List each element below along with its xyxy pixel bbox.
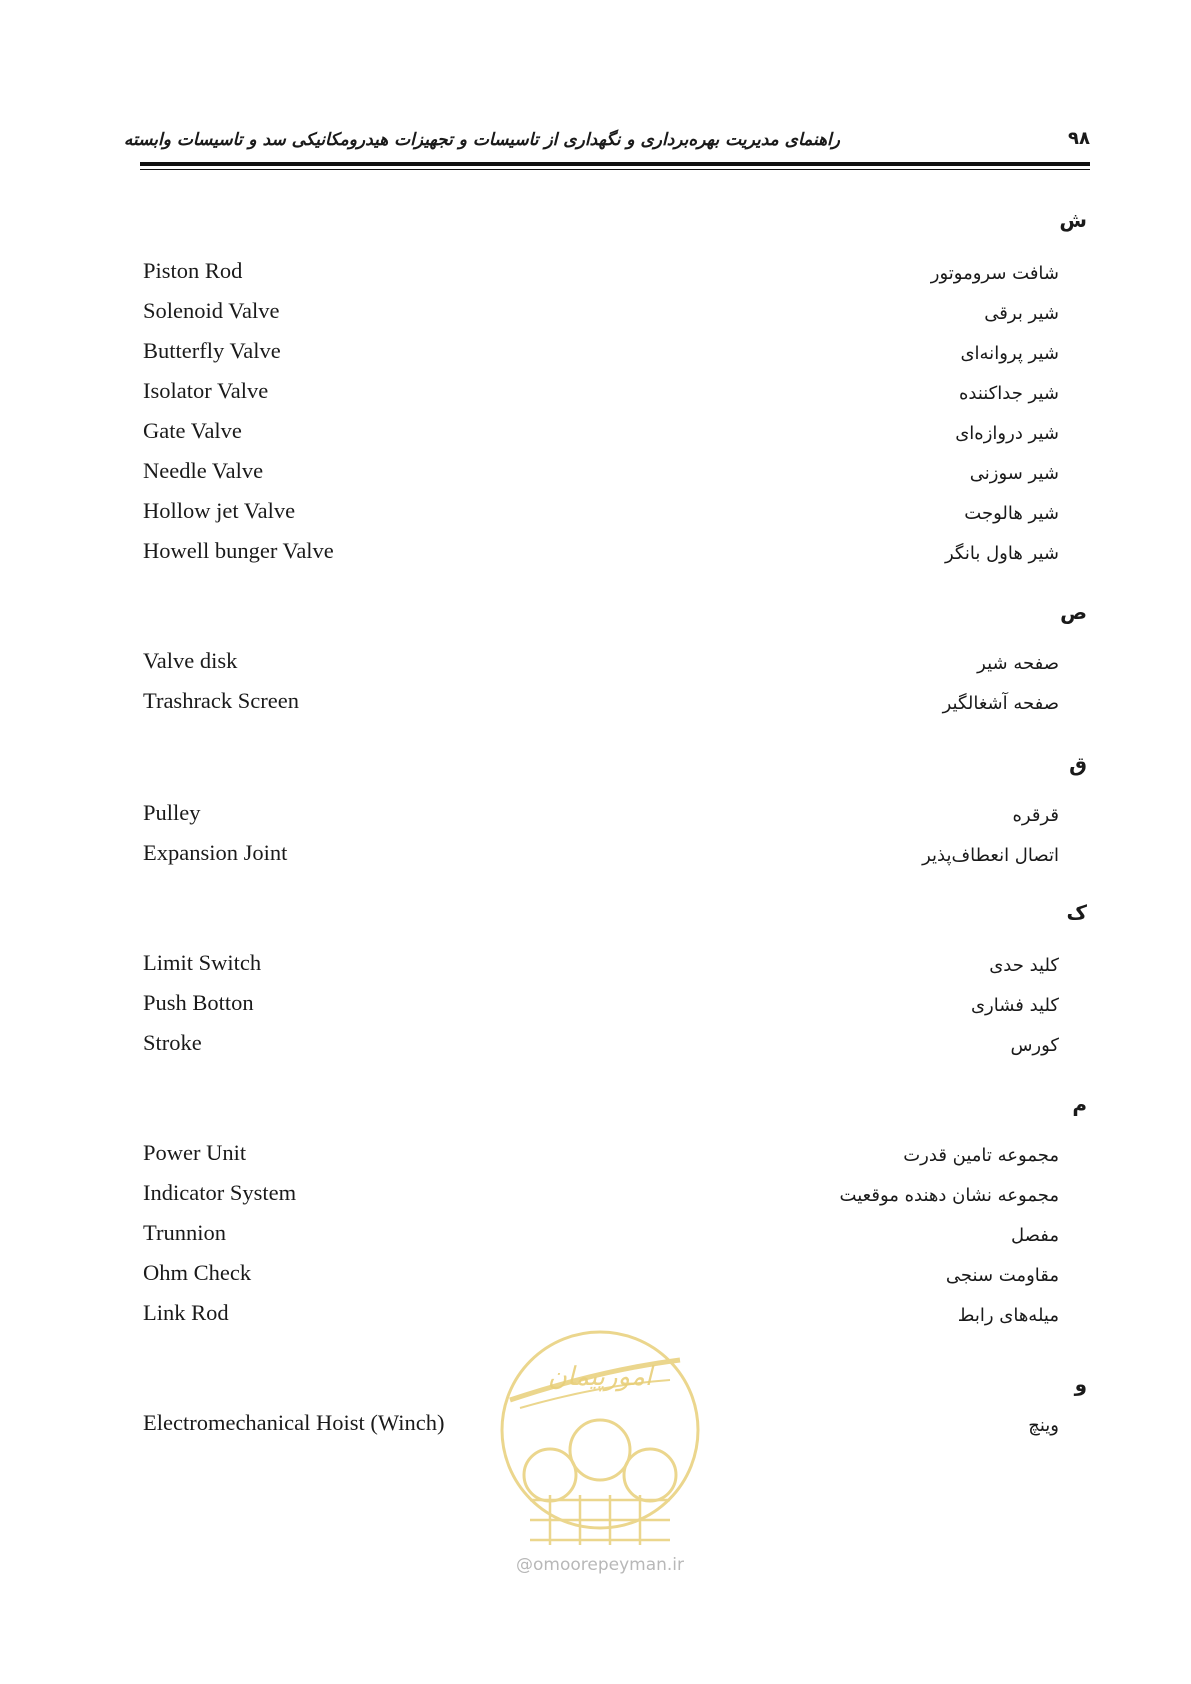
term-persian: شیر دروازه‌ای xyxy=(955,423,1059,444)
header-rule-thin xyxy=(140,169,1090,170)
term-persian: صفحه شیر xyxy=(977,653,1059,674)
term-english: Hollow jet Valve xyxy=(143,498,296,523)
term-english: Gate Valve xyxy=(143,418,242,443)
term-english: Electromechanical Hoist (Winch) xyxy=(143,1410,445,1435)
term-english: Trunnion xyxy=(143,1220,226,1245)
term-persian: شیر هالوجت xyxy=(964,503,1059,524)
section-letter: م xyxy=(1072,1092,1087,1116)
term-persian: اتصال انعطاف‌پذیر xyxy=(922,845,1059,866)
term-persian: مجموعه تامین قدرت xyxy=(903,1145,1059,1166)
term-english: Ohm Check xyxy=(143,1260,252,1285)
section-letter: ص xyxy=(1060,600,1087,624)
term-english: Indicator System xyxy=(143,1180,297,1205)
watermark-logo xyxy=(490,1330,710,1580)
section-letter: ش xyxy=(1059,208,1087,232)
term-persian: شافت سروموتور xyxy=(930,263,1059,284)
term-persian: مفصل xyxy=(1011,1225,1059,1246)
page-number: ۹۸ xyxy=(1068,128,1090,149)
term-english: Piston Rod xyxy=(143,258,243,283)
term-persian: قرقره xyxy=(1012,805,1059,826)
term-english: Isolator Valve xyxy=(143,378,269,403)
term-english: Push Botton xyxy=(143,990,254,1015)
term-english: Butterfly Valve xyxy=(143,338,281,363)
term-english: Needle Valve xyxy=(143,458,264,483)
term-english: Trashrack Screen xyxy=(143,688,299,713)
term-persian: مقاومت سنجی xyxy=(945,1265,1059,1286)
watermark-logo-text: امورپیمان xyxy=(547,1362,653,1392)
term-persian: وینچ xyxy=(1028,1415,1059,1436)
term-persian: شیر هاول بانگر xyxy=(944,543,1059,564)
watermark-site: @omoorepeyman.ir xyxy=(515,1555,685,1575)
term-english: Pulley xyxy=(143,800,201,825)
term-persian: شیر جداکننده xyxy=(958,383,1059,404)
term-english: Link Rod xyxy=(143,1300,229,1325)
term-persian: شیر پروانه‌ای xyxy=(960,343,1059,364)
section-letter: ق xyxy=(1069,752,1087,776)
term-persian: کلید فشاری xyxy=(970,995,1059,1016)
header-title: راهنمای مدیریت بهره‌برداری و نگهداری از تاسیسات و تجهیزات هیدرومکانیکی سد و تاسیسات وابسته xyxy=(123,130,840,150)
term-persian: کلید حدی xyxy=(989,955,1059,976)
term-english: Stroke xyxy=(143,1030,202,1055)
page-header xyxy=(123,128,1090,158)
term-english: Solenoid Valve xyxy=(143,298,280,323)
term-persian: مجموعه نشان دهنده موقعیت xyxy=(839,1185,1059,1206)
term-english: Limit Switch xyxy=(143,950,262,975)
header-rule xyxy=(140,162,1090,166)
term-english: Expansion Joint xyxy=(143,840,288,865)
term-persian: شیر برقی xyxy=(984,303,1059,324)
term-persian: صفحه آشغالگیر xyxy=(942,693,1059,714)
term-persian: شیر سوزنی xyxy=(969,463,1059,484)
term-english: Valve disk xyxy=(143,648,238,673)
term-english: Power Unit xyxy=(143,1140,247,1165)
term-persian: میله‌های رابط xyxy=(957,1305,1059,1326)
watermark-emblem-icon xyxy=(490,1330,710,1580)
section-letter: ک xyxy=(1066,900,1087,924)
term-english: Howell bunger Valve xyxy=(143,538,334,563)
term-persian: کورس xyxy=(1010,1035,1059,1056)
section-letter: و xyxy=(1074,1372,1087,1396)
